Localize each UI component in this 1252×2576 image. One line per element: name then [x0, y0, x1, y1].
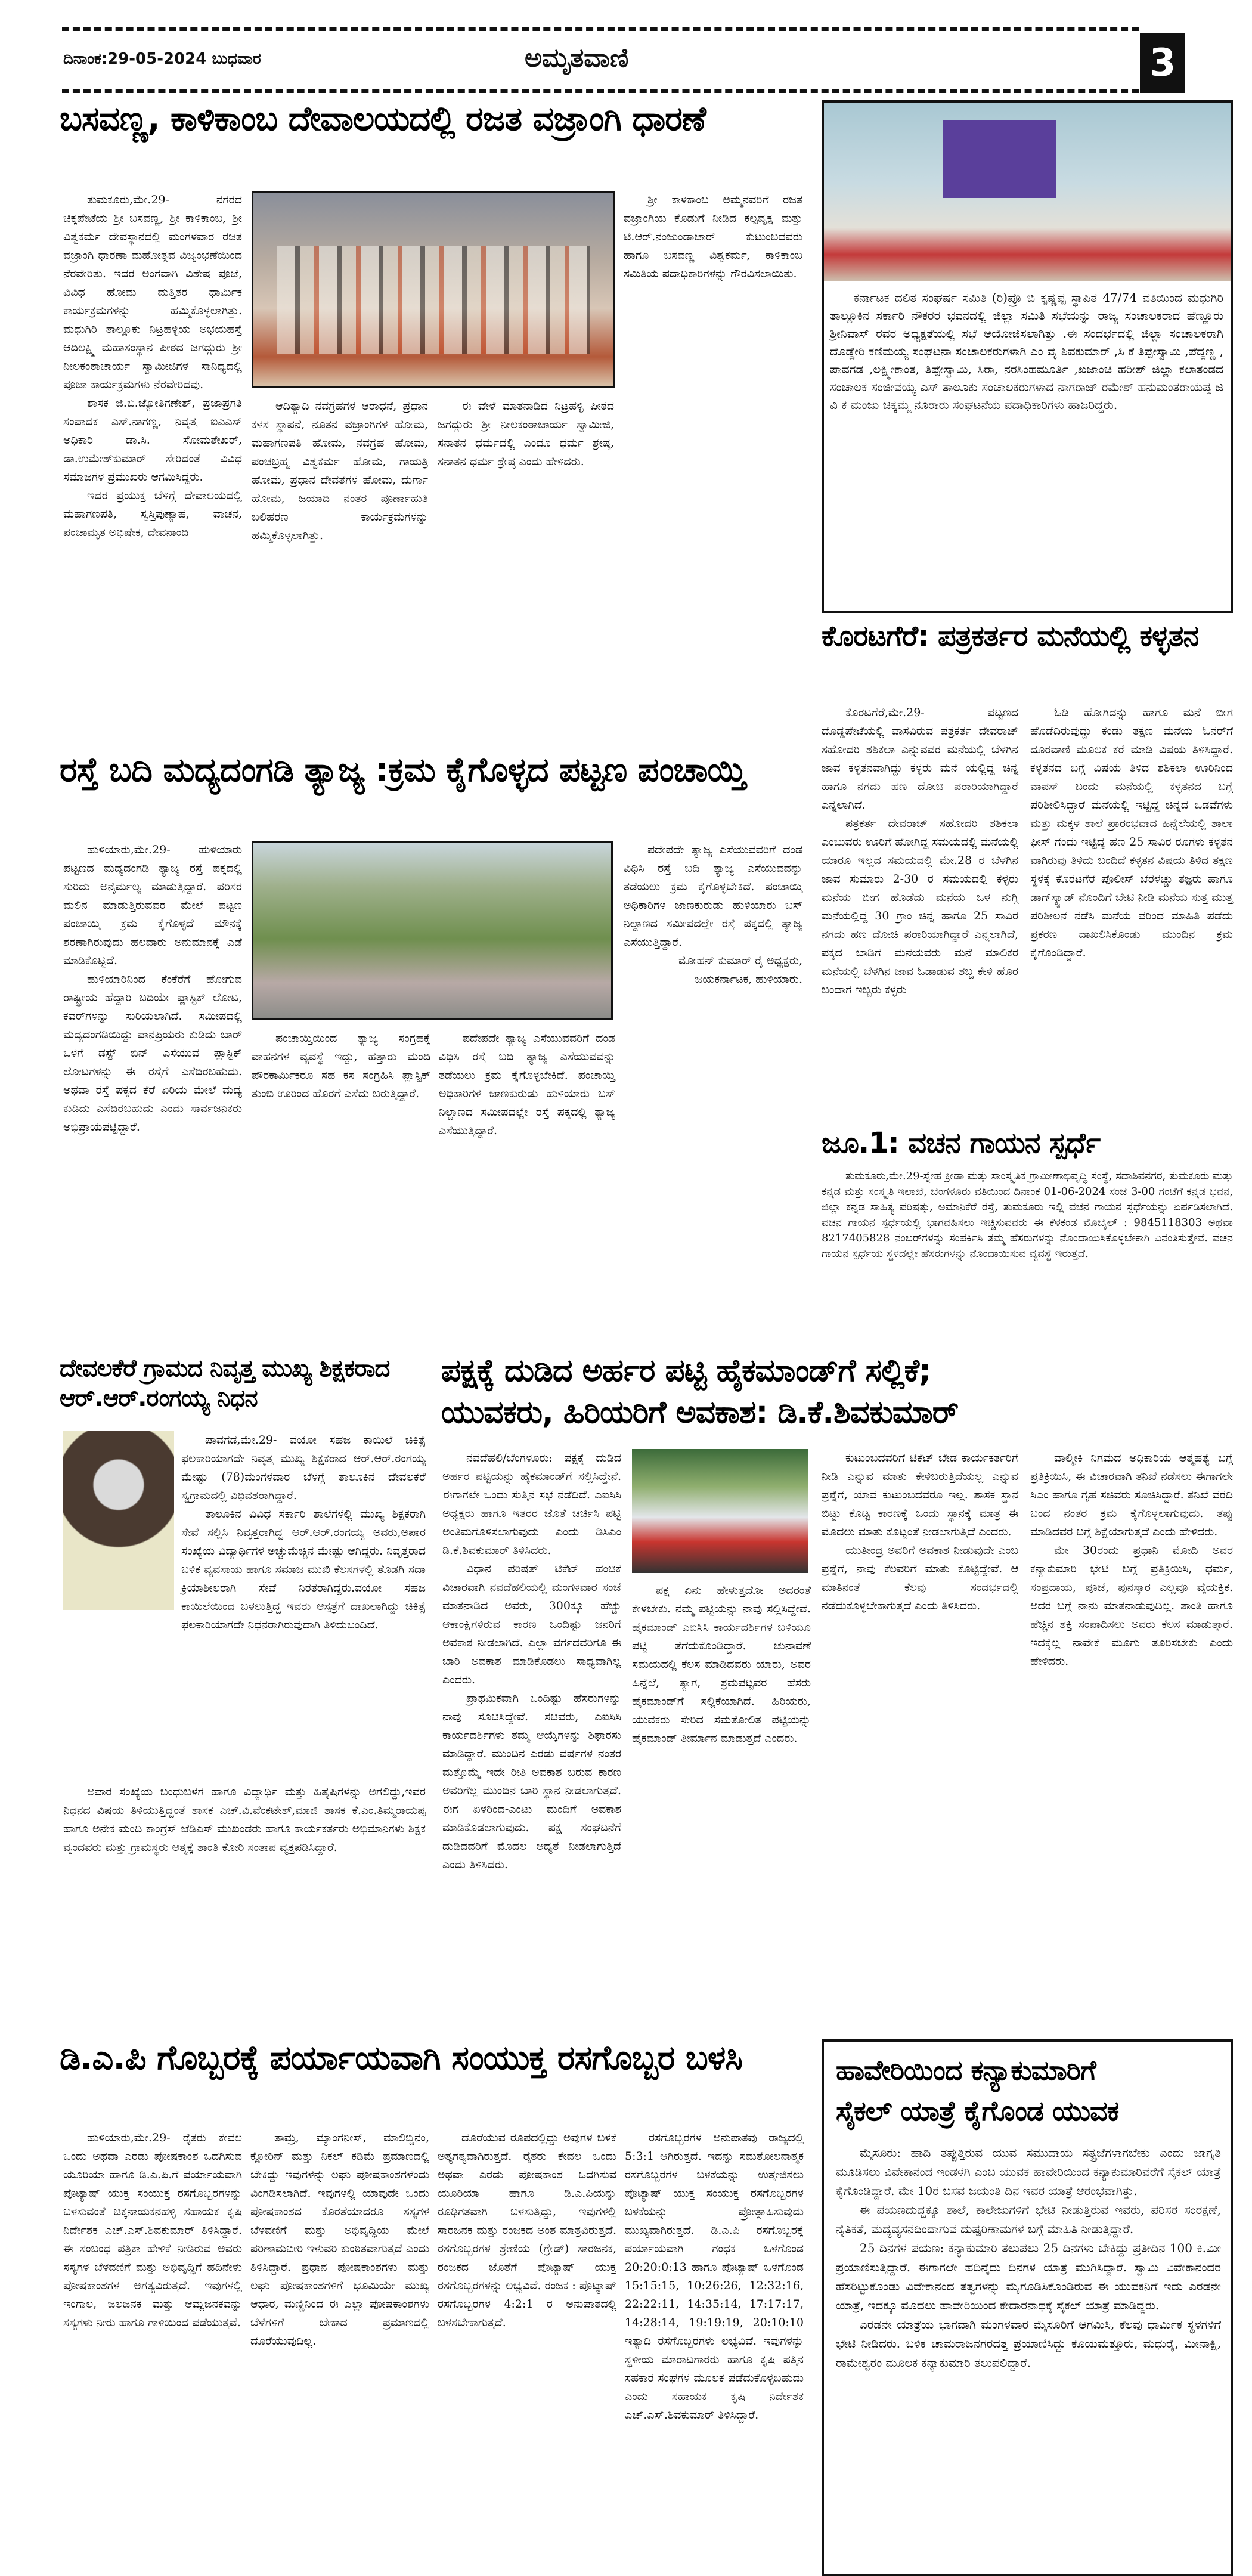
article-fertilizer-col4: ರಸಗೊಬ್ಬರಗಳ ಅನುಪಾತವು ರಾಜ್ಯದಲ್ಲಿ 5:3:1 ಆಗಿರುತ್ತದೆ. ಇದನ್ನು ಸಮತೋಲನಾತ್ಮಕ ರಸಗೊಬ್ಬರಗಳ ಬಳಕೆಯನ್ನು ಉತ್ತೇಜಿಸಲು ಪೊಟ್ಯಾಷ್ ಯುಕ್ತ ಸಂಯುಕ್ತ ರಸಗೊಬ್ಬರಗಳ ಬಳಕೆಯನ್ನು ಪ್ರೋತ್ಸಾಹಿಸುವುದು ಮುಖ್ಯವಾಗಿರುತ್ತದೆ. ಡಿ.ಎ.ಪಿ ರಸಗೊಬ್ಬರಕ್ಕೆ ಪರ್ಯಾಯವಾಗಿ ಗಂಧಕ ಒಳಗೊಂಡ 20:20:0:13 ಹಾಗೂ ಪೊಟ್ಯಾಷ್ ಒಳಗೊಂಡ 15:15:15, 10:26:26, 12:32:16, 22:22:11, 14:35:14, 17:17:17, 14:28:14, 19:19:19, 20:10:10 ಇತ್ಯಾದಿ ರಸಗೊಬ್ಬರಗಳು ಲಭ್ಯವಿವೆ. ಇವುಗಳನ್ನು ಸ್ಥಳೀಯ ಮಾರಾಟಗಾರರು ಹಾಗೂ ಕೃಷಿ ಪತ್ತಿನ ಸಹಕಾರ ಸಂಘಗಳ ಮೂಲಕ ಪಡೆದುಕೊಳ್ಳಬಹುದು ಎಂದು ಸಹಾಯಕ ಕೃಷಿ ನಿರ್ದೇಶಕ ಎಚ್.ಎಸ್.ಶಿವಕುಮಾರ್ ತಿಳಿಸಿದ್ದಾರೆ. [625, 2131, 804, 2422]
article-vachana: ತುಮಕೂರು,ಮೇ.29-ಸ್ನೇಹ ಕ್ರೀಡಾ ಮತ್ತು ಸಾಂಸ್ಕೃತಿಕ ಗ್ರಾಮೀಣಾಭಿವೃದ್ಧಿ ಸಂಸ್ಥೆ, ಸದಾಶಿವನಗರ, ತುಮಕೂರು ಮತ್ತು ಕನ್ನಡ ಮತ್ತು ಸಂಸ್ಕೃತಿ ಇಲಾಖೆ, ಬೆಂಗಳೂರು ವತಿಯಿಂದ ದಿನಾಂಕ 01-06-2024 ಸಂಜೆ 3-00 ಗಂಟೆಗೆ ಕನ್ನಡ ಭವನ, ಜಿಲ್ಲಾ ಕನ್ನಡ ಸಾಹಿತ್ಯ ಪರಿಷತ್ತು, ಅಮಾನಿಕೆರೆ ರಸ್ತೆ, ತುಮಕೂರು ಇಲ್ಲಿ ವಚನ ಗಾಯನ ಸ್ಪರ್ಧೆಯನ್ನು ಏರ್ಪಡಿಸಲಾಗಿದೆ. ವಚನ ಗಾಯನ ಸ್ಪರ್ಧೆಯಲ್ಲಿ ಭಾಗವಹಿಸಲು ಇಚ್ಚಿಸುವವರು ಈ ಕೆಳಕಂಡ ಮೊಬೈಲ್ : 9845118303 ಅಥವಾ 8217405828 ನಂಬರ್‌ಗಳನ್ನು ಸಂಪರ್ಕಿಸಿ ತಮ್ಮ ಹೆಸರುಗಳನ್ನು ನೊಂದಾಯಿಸಿಕೊಳ್ಳಬೇಕಾಗಿ ವಿನಂತಿಸುತ್ತೇವೆ. ವಚನ ಗಾಯನ ಸ್ಪರ್ಧೆಯ ಸ್ಥಳದಲ್ಲೇ ಹೆಸರುಗಳನ್ನು ನೊಂದಾಯಿಸುವ ವ್ಯವಸ್ಥೆ ಇರುತ್ತದೆ. [822, 1170, 1233, 1260]
issue-date: ದಿನಾಂಕ:29-05-2024 ಬುಧವಾರ [63, 50, 261, 68]
headline-huliyar: ರಸ್ತೆ ಬದಿ ಮದ್ಯದಂಗಡಿ ತ್ಯಾಜ್ಯ :ಕ್ರಮ ಕೈಗೊಳ್ಳದ ಪಟ್ಟಣ ಪಂಚಾಯ್ತಿ [60, 751, 746, 789]
meeting-photo [824, 103, 1231, 281]
dss-caption: ಕರ್ನಾಟಕ ದಲಿತ ಸಂಘರ್ಷ ಸಮಿತಿ (ರಿ)ಪ್ರೊ ಬಿ ಕೃಷ್ಣಪ್ಪ ಸ್ಥಾಪಿತ 47/74 ವತಿಯಿಂದ ಮಧುಗಿರಿ ತಾಲ್ಲೂಕಿನ ಸರ್ಕಾರಿ ನೌಕರರ ಭವನದಲ್ಲಿ ಜಿಲ್ಲಾ ಸಮಿತಿ ಸಭೆಯನ್ನು ರಾಜ್ಯ ಸಂಚಾಲಕರಾದ ಹೆಣ್ಣೂರು ಶ್ರೀನಿವಾಸ್ ರವರ ಅಧ್ಯಕ್ಷತೆಯಲ್ಲಿ ಸಭೆ ಆಯೋಜಿಸಲಾಗಿತ್ತು .ಈ ಸಂದರ್ಭದಲ್ಲಿ ಜಿಲ್ಲಾ ಸಂಚಾಲಕರಾಗಿ ದೊಡ್ಡೇರಿ ಕಣಿಮಯ್ಯ ಸಂಘಟನಾ ಸಂಚಾಲಕರುಗಳಾಗಿ ಎಂ ವೈ ಶಿವಕುಮಾರ್ ,ಸಿ ಕೆ ತಿಪ್ಪೇಸ್ವಾಮಿ ,ಪೆದ್ದಣ್ಣ , ಪಾವಗಡ ,ಲಕ್ಷ್ಮೀಕಾಂತ, ತಿಪ್ಪೇಸ್ವಾಮಿ, ಸಿರಾ, ನರಸಿಂಹಮೂರ್ತಿ ,ಖಜಾಂಚಿ ಹರೀಶ್ ಜಿಲ್ಲಾ ಕಲಾತಂಡದ ಸಂಚಾಲಕ ಸಂಜೀವಯ್ಯ ಎಸ್ ತಾಲೂಕು ಸಂಚಾಲಕರುಗಳಾದ ನಾಗರಾಜ್ ರಮೇಶ್ ಹನುಮಂತರಾಯಪ್ಪ ಜಿ ವಿ ಕ ಮಂಜು ಚಿಕ್ಕಮ್ಮ ನೂರಾರು ಸಂಘಟನೆಯ ಪದಾಧಿಕಾರಿಗಳು ಹಾಜರಿದ್ದರು. [830, 290, 1223, 412]
headline-cycle-line1: ಹಾವೇರಿಯಿಂದ ಕನ್ಯಾಕುಮಾರಿಗೆ [836, 2054, 1096, 2086]
article-huliyar-col1: ಹುಳಿಯಾರು,ಮೇ.29- ಹುಳಿಯಾರು ಪಟ್ಟಣದ ಮದ್ಯದಂಗಡಿ ತ್ಯಾಜ್ಯ ರಸ್ತೆ ಪಕ್ಕದಲ್ಲಿ ಸುರಿದು ಅನೈರ್ಮಲ್ಯ ಮಾಡುತ್ತಿದ್ದಾರೆ. ಪರಿಸರ ಮಲಿನ ಮಾಡುತ್ತಿರುವವರ ಮೇಲೆ ಪಟ್ಟಣ ಪಂಚಾಯ್ತಿ ಕ್ರಮ ಕೈಗೊಳ್ಳದೆ ಮೌನಕ್ಕೆ ಶರಣಾಗಿರುವುದು ಹಲವಾರು ಅನುಮಾನಕ್ಕೆ ಎಡೆ ಮಾಡಿಕೊಟ್ಟಿದೆ. ಹುಳಿಯಾರಿನಿಂದ ಕೆಂಕೆರೆಗೆ ಹೋಗುವ ರಾಷ್ಟ್ರೀಯ ಹೆದ್ದಾರಿ ಬದಿಯೇ ಪ್ಲಾಸ್ಟಿಕ್ ಲೋಟ, ಕವರ್‌ಗಳನ್ನು ಸುರಿಯಲಾಗಿದೆ. ಸಮೀಪದಲ್ಲಿ ಮದ್ಯದಂಗಡಿಯಿದ್ದು ಪಾನಪ್ರಿಯರು ಕುಡಿದು ಬಾರ್ ಒಳಗೆ ಡಸ್ಟ್ ಬಿನ್ ಎಸೆಯುವ ಪ್ಲಾಸ್ಟಿಕ್ ಲೋಟಗಳನ್ನು ಈ ರಸ್ತೆಗೆ ಎಸೆದಿರಬಹುದು. ಅಥವಾ ರಸ್ತೆ ಪಕ್ಕದ ಕೆರೆ ಏರಿಯ ಮೇಲೆ ಮದ್ಯ ಕುಡಿದು ಎಸೆದಿರಬಹುದು ಎಂದು ಸಾರ್ವಜನಿಕರು ಅಭಿಪ್ರಾಯಪಟ್ಟಿದ್ದಾರೆ. [63, 843, 242, 1134]
article-fertilizer-col2: ತಾಮ್ರ, ಮ್ಯಾಂಗನೀಸ್, ಮಾಲಿಬ್ಡಿನಂ, ಕ್ಲೋರಿನ್ ಮತ್ತು ನಿಕಲ್ ಕಡಿಮೆ ಪ್ರಮಾಣದಲ್ಲಿ ಬೇಕಿದ್ದು ಇವುಗಳನ್ನು ಲಘು ಪೋಷಕಾಂಶಗಳೆಂದು ವಿಂಗಡಿಸಲಾಗಿದೆ. ಇವುಗಳಲ್ಲಿ ಯಾವುದೇ ಒಂದು ಪೋಷಕಾಂಶದ ಕೊರತೆಯಾದರೂ ಸಸ್ಯಗಳ ಬೆಳವಣಿಗೆ ಮತ್ತು ಅಭಿವೃದ್ಧಿಯ ಮೇಲೆ ಪರಿಣಾಮಬೀರಿ ಇಳುವರಿ ಕುಂಠಿತವಾಗುತ್ತದೆ ಎಂದು ತಿಳಿಸಿದ್ದಾರೆ. ಪ್ರಧಾನ ಪೋಷಕಾಂಶಗಳು ಮತ್ತು ಲಘು ಪೋಷಕಾಂಶಗಳಿಗೆ ಭೂಮಿಯೇ ಮುಖ್ಯ ಆಧಾರ, ಮಣ್ಣಿನಿಂದ ಈ ಎಲ್ಲಾ ಪೋಷಕಾಂಶಗಳು ಬೆಳೆಗಳಿಗೆ ಬೇಕಾದ ಪ್ರಮಾಣದಲ್ಲಿ ದೊರೆಯುವುದಿಲ್ಲ. [250, 2131, 429, 2348]
article-cycle-body: ಮೈಸೂರು: ಹಾದಿ ತಪ್ಪುತ್ತಿರುವ ಯುವ ಸಮುದಾಯ ಸತ್ಪ್ರಜೆಗಳಾಗಬೇಕು ಎಂದು ಜಾಗೃತಿ ಮೂಡಿಸಲು ವಿವೇಕಾನಂದ ಇಂಡಳಗಿ ಎಂಬ ಯುವಕ ಹಾವೇರಿಯಿಂದ ಕನ್ಯಾಕುಮಾರಿವರೆಗೆ ಸೈಕಲ್ ಯಾತ್ರೆ ಕೈಗೊಂಡಿದ್ದಾರೆ. ಮೇ 10ರ ಬಸವ ಜಯಂತಿ ದಿನ ಇವರ ಯಾತ್ರೆ ಆರಂಭವಾಗಿತ್ತು. ಈ ಪಯಣದುದ್ದಕ್ಕೂ ಶಾಲೆ, ಕಾಲೇಜುಗಳಿಗೆ ಭೇಟಿ ನೀಡುತ್ತಿರುವ ಇವರು, ಪರಿಸರ ಸಂರಕ್ಷಣೆ, ನೈತಿಕತೆ, ಮದ್ಯವ್ಯಸನದಿಂದಾಗುವ ದುಷ್ಪರಿಣಾಮಗಳ ಬಗ್ಗೆ ಮಾಹಿತಿ ನೀಡುತ್ತಿದ್ದಾರೆ. 25 ದಿನಗಳ ಪಯಣ: ಕನ್ಯಾಕುಮಾರಿ ತಲುಪಲು 25 ದಿನಗಳು ಬೇಕಿದ್ದು ಪ್ರತೀದಿನ 100 ಕಿ.ಮೀ ಪ್ರಯಾಣಿಸುತ್ತಿದ್ದಾರೆ. ಈಗಾಗಲೇ ಹದಿನೈದು ದಿನಗಳ ಯಾತ್ರೆ ಮುಗಿಸಿದ್ದಾರೆ. ಸ್ವಾಮಿ ವಿವೇಕಾನಂದರ ಹೆಸರಿಟ್ಟುಕೊಂಡು ವಿವೇಕಾನಂದ ತತ್ವಗಳನ್ನು ಮೈಗೂಡಿಸಿಕೊಂಡಿರುವ ಈ ಯುವಕನಿಗೆ ಇದು ಎರಡನೇ ಯಾತ್ರೆ, ಇದಕ್ಕೂ ಮೊದಲು ಹಾವೇರಿಯಿಂದ ಕೇದಾರನಾಥಕ್ಕೆ ಸೈಕಲ್ ಯಾತ್ರೆ ಮಾಡಿದ್ದರು. ಎರಡನೇ ಯಾತ್ರೆಯ ಭಾಗವಾಗಿ ಮಂಗಳವಾರ ಮೈಸೂರಿಗೆ ಆಗಮಿಸಿ, ಕೆಲವು ಧಾರ್ಮಿಕ ಸ್ಥಳಗಳಿಗೆ ಭೇಟಿ ನೀಡಿದರು. ಬಳಿಕ ಚಾಮರಾಜನಗರದತ್ತ ಪ್ರಯಾಣಿಸಿದ್ದು ಕೊಯಮತ್ತೂರು, ಮಧುರೈ, ಮೀನಾಕ್ಷಿ, ರಾಮೇಶ್ವರಂ ಮೂಲಕ ಕನ್ಯಾಕುಮಾರಿ ತಲುಪಲಿದ್ದಾರೆ. [836, 2145, 1221, 2370]
article-dks-col4: ವಾಲ್ಮೀಕಿ ನಿಗಮದ ಅಧಿಕಾರಿಯ ಆತ್ಮಹತ್ಯೆ ಬಗ್ಗೆ ಪ್ರತಿಕ್ರಿಯಿಸಿ, ಈ ವಿಚಾರವಾಗಿ ತನಿಖೆ ನಡೆಸಲು ಈಗಾಗಲೇ ಸಿಎಂ ಹಾಗೂ ಗೃಹ ಸಚಿವರು ಸೂಚಿಸಿದ್ದಾರೆ. ತನಿಖೆ ವರದಿ ಬಂದ ನಂತರ ಕ್ರಮ ಕೈಗೊಳ್ಳಲಾಗುವುದು. ತಪ್ಪು ಮಾಡಿದವರ ಬಗ್ಗೆ ಶಿಕ್ಷೆಯಾಗುತ್ತದೆ ಎಂದು ಹೇಳಿದರು. ಮೇ 30ರಂದು ಪ್ರಧಾನಿ ಮೋದಿ ಅವರ ಕನ್ಯಾಕುಮಾರಿ ಭೇಟಿ ಬಗ್ಗೆ ಪ್ರತಿಕ್ರಿಯಿಸಿ, ಧರ್ಮ, ಸಂಪ್ರದಾಯ, ಪೂಜೆ, ಪುನಸ್ಕಾರ ಎಲ್ಲವೂ ವೈಯಕ್ತಿಕ. ಅದರ ಬಗ್ಗೆ ನಾನು ಮಾತನಾಡುವುದಿಲ್ಲ. ಶಾಂತಿ ಹಾಗೂ ಹೆಚ್ಚಿನ ಶಕ್ತಿ ಸಂಪಾದಿಸಲು ಅವರು ಕೆಲಸ ಮಾಡುತ್ತಾರೆ. ಇದಕ್ಕೆಲ್ಲ ನಾವೇಕೆ ಮೂಗು ತೂರಿಸಬೇಕು ಎಂದು ಹೇಳಿದರು. [1030, 1451, 1233, 1668]
headline-basavanna: ಬಸವಣ್ಣ, ಕಾಳಿಕಾಂಬ ದೇವಾಲಯದಲ್ಲಿ ರಜತ ವಜ್ರಾಂಗಿ ಧಾರಣೆ [60, 100, 706, 138]
portrait-photo [63, 1431, 174, 1610]
article-obituary-col2: ಅಪಾರ ಸಂಖ್ಯೆಯ ಬಂಧುಬಳಗ ಹಾಗೂ ವಿದ್ಯಾರ್ಥಿ ಮತ್ತು ಹಿತೈಷಿಗಳನ್ನು ಅಗಲಿದ್ದು,ಇವರ ನಿಧನದ ವಿಷಯ ತಿಳಿಯುತ್ತಿದ್ದಂತೆ ಶಾಸಕ ಎಚ್.ವಿ.ವೆಂಕಟೇಶ್,ಮಾಜಿ ಶಾಸಕ ಕೆ.ಎಂ.ತಿಮ್ಮರಾಯಪ್ಪ ಹಾಗೂ ಅನೇಕ ಮಂದಿ ಕಾಂಗ್ರೆಸ್ ಜೆಡಿಎಸ್ ಮುಖಂಡರು ಹಾಗೂ ಕಾರ್ಯಕರ್ತರು ಅಭಿಮಾನಿಗಳು ಶಿಕ್ಷಕ ವೃಂದವರು ಮತ್ತು ಗ್ರಾಮಸ್ಥರು ಆತ್ಮಕ್ಕೆ ಶಾಂತಿ ಕೋರಿ ಸಂತಾಪ ವ್ಯಕ್ತಪಡಿಸಿದ್ದಾರೆ. [63, 1785, 426, 1854]
article-dks-col3: ಕುಟುಂಬದವರಿಗೆ ಟಿಕೆಟ್ ಬೇಡ ಕಾರ್ಯಕರ್ತರಿಗೆ ನೀಡಿ ಎನ್ನುವ ಮಾತು ಕೇಳಿಬರುತ್ತಿದೆಯಲ್ಲ ಎನ್ನುವ ಪ್ರಶ್ನೆಗೆ, ಯಾವ ಕುಟುಂಬದವರೂ ಇಲ್ಲ. ಶಾಸಕ ಸ್ಥಾನ ಬಿಟ್ಟು ಕೊಟ್ಟ ಕಾರಣಕ್ಕೆ ಒಂದು ಸ್ಥಾನಕ್ಕೆ ಮಾತ್ರ ಈ ಮೊದಲು ಮಾತು ಕೊಟ್ಟಂತೆ ನೀಡಲಾಗುತ್ತಿದೆ ಎಂದರು. ಯುತೀಂದ್ರ ಅವರಿಗೆ ಅವಕಾಶ ನೀಡುವುದೇ ಎಂಬ ಪ್ರಶ್ನೆಗೆ, ನಾವು ಕೆಲವರಿಗೆ ಮಾತು ಕೊಟ್ಟಿದ್ದೇವೆ. ಆ ಮಾತಿನಂತೆ ಕೆಲವು ಸಂದರ್ಭದಲ್ಲಿ ನಡೆದುಕೊಳ್ಳಬೇಕಾಗುತ್ತದೆ ಎಂದು ತಿಳಿಸಿದರು. [822, 1451, 1018, 1612]
masthead-top-rule [62, 27, 1139, 31]
page-number: 3 [1140, 33, 1185, 93]
headline-dks-line1: ಪಕ್ಷಕ್ಕೆ ದುಡಿದ ಅರ್ಹರ ಪಟ್ಟಿ ಹೈಕಮಾಂಡ್‌ಗೆ ಸಲ್ಲಿಕೆ; [441, 1353, 931, 1389]
dss-meeting-box [822, 100, 1233, 613]
headline-fertilizer: ಡಿ.ಎ.ಪಿ ಗೊಬ್ಬರಕ್ಕೆ ಪರ್ಯಾಯವಾಗಿ ಸಂಯುಕ್ತ ರಸಗೊಬ್ಬರ ಬಳಸಿ [60, 2039, 742, 2077]
article-basavanna-col4: ಶ್ರೀ ಕಾಳಿಕಾಂಬ ಅಮ್ಮನವರಿಗೆ ರಜತ ವಜ್ರಾಂಗಿಯ ಕೊಡುಗೆ ನೀಡಿದ ಕಲ್ಪವೃಕ್ಷ ಮತ್ತು ಟಿ.ಆರ್.ನಂಜುಂಡಾಚಾರ್ ಕುಟುಂಬದವರು ಹಾಗೂ ಬಸವಣ್ಣ ವಿಶ್ವಕರ್ಮ, ಕಾಳಿಕಾಂಬ ಸಮಿತಿಯ ಪದಾಧಿಕಾರಿಗಳನ್ನು ಗೌರವಿಸಲಾಯಿತು. [624, 193, 802, 280]
masthead-bottom-rule [62, 89, 1139, 93]
headline-cycle-line2: ಸೈಕಲ್ ಯಾತ್ರೆ ಕೈಗೊಂಡ ಯುವಕ [836, 2095, 1119, 2127]
article-dks-col1: ನವದೆಹಲಿ/ಬೆಂಗಳೂರು: ಪಕ್ಷಕ್ಕೆ ದುಡಿದ ಅರ್ಹರ ಪಟ್ಟಿಯನ್ನು ಹೈಕಮಾಂಡ್‌ಗೆ ಸಲ್ಲಿಸಿದ್ದೇನೆ. ಈಗಾಗಲೇ ಒಂದು ಸುತ್ತಿನ ಸಭೆ ನಡೆದಿದೆ. ಎಐಸಿಸಿ ಅಧ್ಯಕ್ಷರು ಹಾಗೂ ಇತರರ ಜೊತೆ ಚರ್ಚಿಸಿ ಪಟ್ಟಿ ಅಂತಿಮಗೊಳಿಸಲಾಗುವುದು ಎಂದು ಡಿಸಿಎಂ ಡಿ.ಕೆ.ಶಿವಕುಮಾರ್ ತಿಳಿಸಿದರು. ವಿಧಾನ ಪರಿಷತ್ ಟಿಕೆಟ್ ಹಂಚಿಕೆ ವಿಚಾರವಾಗಿ ನವದೆಹಲಿಯಲ್ಲಿ ಮಂಗಳವಾರ ಸಂಜೆ ಮಾತನಾಡಿದ ಅವರು, 300ಕ್ಕೂ ಹೆಚ್ಚು ಆಕಾಂಕ್ಷಿಗಳಿರುವ ಕಾರಣ ಒಂದಿಷ್ಟು ಜನರಿಗೆ ಅವಕಾಶ ನೀಡಲಾಗಿದೆ. ಎಲ್ಲಾ ವರ್ಗದವರಿಗೂ ಈ ಬಾರಿ ಅವಕಾಶ ಮಾಡಿಕೊಡಲು ಸಾಧ್ಯವಾಗಿಲ್ಲ ಎಂದರು. ಪ್ರಾಥಮಿಕವಾಗಿ ಒಂದಿಷ್ಟು ಹೆಸರುಗಳನ್ನು ನಾವು ಸೂಚಿಸಿದ್ದೇವೆ. ಸಚಿವರು, ಎಐಸಿಸಿ ಕಾರ್ಯದರ್ಶಿಗಳು ತಮ್ಮ ಆಯ್ಕೆಗಳನ್ನು ಶಿಫಾರಸು ಮಾಡಿದ್ದಾರೆ. ಮುಂದಿನ ಎರಡು ವರ್ಷಗಳ ನಂತರ ಮತ್ತೊಮ್ಮೆ ಇದೇ ರೀತಿ ಅವಕಾಶ ಬರುವ ಕಾರಣ ಅವರಿಗೆಲ್ಲ ಮುಂದಿನ ಬಾರಿ ಸ್ಥಾನ ನೀಡಲಾಗುತ್ತದೆ. ಈಗ ಏಳರಿಂದ-ಎಂಟು ಮಂದಿಗೆ ಅವಕಾಶ ಮಾಡಿಕೊಡಲಾಗುವುದು. ಪಕ್ಷ ಸಂಘಟನೆಗೆ ದುಡಿದವರಿಗೆ ಮೊದಲ ಆದ್ಯತೆ ನೀಡಲಾಗುತ್ತಿದೆ ಎಂದು ತಿಳಿಸಿದರು. [442, 1451, 621, 1871]
article-fertilizer-col1: ಹುಳಿಯಾರು,ಮೇ.29- ರೈತರು ಕೇವಲ ಒಂದು ಅಥವಾ ಎರಡು ಪೋಷಕಾಂಶ ಒದಗಿಸುವ ಯೂರಿಯಾ ಹಾಗೂ ಡಿ.ಎ.ಪಿ.ಗೆ ಪರ್ಯಾಯವಾಗಿ ಪೊಟ್ಯಾಷ್ ಯುಕ್ತ ಸಂಯುಕ್ತ ರಸಗೊಬ್ಬರಗಳನ್ನು ಬಳಸುವಂತೆ ಚಿಕ್ಕನಾಯಕನಹಳ್ಳಿ ಸಹಾಯಕ ಕೃಷಿ ನಿರ್ದೇಶಕ ಎಚ್.ಎಸ್.ಶಿವಕುಮಾರ್ ತಿಳಿಸಿದ್ದಾರೆ. ಈ ಸಂಬಂಧ ಪತ್ರಿಕಾ ಹೇಳಿಕೆ ನೀಡಿರುವ ಅವರು ಸಸ್ಯಗಳ ಬೆಳವಣಿಗೆ ಮತ್ತು ಅಭಿವೃದ್ಧಿಗೆ ಹದಿನೇಳು ಪೋಷಕಾಂಶಗಳ ಅಗತ್ಯವಿರುತ್ತದೆ. ಇವುಗಳಲ್ಲಿ ಇಂಗಾಲ, ಜಲಜನಕ ಮತ್ತು ಆಮ್ಲಜನಕವನ್ನು ಸಸ್ಯಗಳು ನೀರು ಹಾಗೂ ಗಾಳಿಯಿಂದ ಪಡೆಯುತ್ತವೆ. [63, 2131, 242, 2329]
headline-dks-line2: ಯುವಕರು, ಹಿರಿಯರಿಗೆ ಅವಕಾಶ: ಡಿ.ಕೆ.ಶಿವಕುಮಾರ್ [441, 1395, 959, 1431]
article-dks-col2: ಪಕ್ಷ ಏನು ಹೇಳುತ್ತದೋ ಅದರಂತೆ ಕೇಳಬೇಕು. ನಮ್ಮ ಪಟ್ಟಿಯನ್ನು ನಾವು ಸಲ್ಲಿಸಿದ್ದೇವೆ. ಹೈಕಮಾಂಡ್ ಎಐಸಿಸಿ ಕಾರ್ಯದರ್ಶಿಗಳ ಬಳಿಯೂ ಪಟ್ಟಿ ತೆಗೆದುಕೊಂಡಿದ್ದಾರೆ. ಚುನಾವಣೆ ಸಮಯದಲ್ಲಿ ಕೆಲಸ ಮಾಡಿದವರು ಯಾರು, ಅವರ ಹಿನ್ನೆಲೆ, ತ್ಯಾಗ, ಶ್ರಮಪಟ್ಟವರ ಹೆಸರು ಹೈಕಮಾಂಡ್‌ಗೆ ಸಲ್ಲಿಕೆಯಾಗಿದೆ. ಹಿರಿಯರು, ಯುವಕರು ಸೇರಿದ ಸಮತೋಲಿತ ಪಟ್ಟಿಯನ್ನು ಹೈಕಮಾಂಡ್ ತೀರ್ಮಾನ ಮಾಡುತ್ತದೆ ಎಂದರು. [632, 1584, 811, 1745]
article-basavanna-col1: ತುಮಕೂರು,ಮೇ.29- ನಗರದ ಚಿಕ್ಕಪೇಟೆಯ ಶ್ರೀ ಬಸವಣ್ಣ, ಶ್ರೀ ಕಾಳಿಕಾಂಬ, ಶ್ರೀ ವಿಶ್ವಕರ್ಮ ದೇವಸ್ಥಾನದಲ್ಲಿ ಮಂಗಳವಾರ ರಜತ ವಜ್ರಾಂಗಿ ಧಾರಣಾ ಮಹೋತ್ಸವ ವಿಜೃಂಭಣೆಯಿಂದ ನೆರವೇರಿತು. ಇದರ ಅಂಗವಾಗಿ ವಿಶೇಷ ಪೂಜೆ, ವಿವಿಧ ಹೋಮ ಮತ್ತಿತರ ಧಾರ್ಮಿಕ ಕಾರ್ಯಕ್ರಮಗಳನ್ನು ಹಮ್ಮಿಕೊಳ್ಳಲಾಗಿತ್ತು. ಮಧುಗಿರಿ ತಾಲ್ಲೂಕು ನಿಟ್ರಹಳ್ಳಿಯ ಅಭಯಹಸ್ತೆ ಆದಿಲಕ್ಷ್ಮಿ ಮಹಾಸಂಸ್ಥಾನ ಪೀಠದ ಜಗದ್ಗುರು ಶ್ರೀ ನೀಲಕಂಠಾಚಾರ್ಯ ಸ್ವಾಮೀಜಿಗಳ ಸಾನಿಧ್ಯದಲ್ಲಿ ಪೂಜಾ ಕಾರ್ಯಕ್ರಮಗಳು ನೆರವೇರಿದವು. ಶಾಸಕ ಜಿ.ಬಿ.ಜ್ಯೋತಿಗಣೇಶ್, ಪ್ರಜಾಪ್ರಗತಿ ಸಂಪಾದಕ ಎಸ್.ನಾಗಣ್ಣ, ನಿವೃತ್ತ ಐಎಎಸ್ ಅಧಿಕಾರಿ ಡಾ.ಸಿ. ಸೋಮಶೇಖರ್, ಡಾ.ಉಮೇಶ್‌ಕುಮಾರ್ ಸೇರಿದಂತೆ ವಿವಿಧ ಸಮಾಜಗಳ ಪ್ರಮುಖರು ಆಗಮಿಸಿದ್ದರು. ಇದರ ಪ್ರಯುಕ್ತ ಬೆಳಿಗ್ಗೆ ದೇವಾಲಯದಲ್ಲಿ ಮಹಾಗಣಪತಿ, ಸ್ವಸ್ತಿಪುಣ್ಯಾಹ, ವಾಚನ, ಪಂಚಾಮೃತ ಅಭಿಷೇಕ, ದೇವನಾಂದಿ [63, 193, 242, 539]
article-huliyar-col4: ಪದೇಪದೇ ತ್ಯಾಜ್ಯ ಎಸೆಯುವವರಿಗೆ ದಂಡ ವಿಧಿಸಿ ರಸ್ತೆ ಬದಿ ತ್ಯಾಜ್ಯ ಎಸೆಯುವವನ್ನು ತಡೆಯಲು ಕ್ರಮ ಕೈಗೊಳ್ಳಬೇಕಿದೆ. ಪಂಚಾಯ್ತಿ ಅಧಿಕಾರಿಗಳ ಜಾಣಕುರುಡು ಹುಳಿಯಾರು ಬಸ್ ನಿಲ್ದಾಣದ ಸಮೀಪದಲ್ಲೇ ರಸ್ತೆ ಪಕ್ಕದಲ್ಲಿ ತ್ಯಾಜ್ಯ ಎಸೆಯುತ್ತಿದ್ದಾರೆ. ಮೋಹನ್ ಕುಮಾರ್ ರೈ ಅಧ್ಯಕ್ಷರು, ಜಯಕರ್ನಾಟಕ, ಹುಳಿಯಾರು. [624, 843, 802, 986]
article-fertilizer-col3: ದೊರೆಯುವ ರೂಪದಲ್ಲಿದ್ದು ಅವುಗಳ ಬಳಕೆ ಅತ್ಯಗತ್ಯವಾಗಿರುತ್ತದೆ. ರೈತರು ಕೇವಲ ಒಂದು ಅಥವಾ ಎರಡು ಪೋಷಕಾಂಶ ಒದಗಿಸುವ ಯೂರಿಯಾ ಹಾಗೂ ಡಿ.ಎ.ಪಿಯನ್ನು ರೂಢಿಗತವಾಗಿ ಬಳಸುತ್ತಿದ್ದು, ಇವುಗಳಲ್ಲಿ ಸಾರಜನಕ ಮತ್ತು ರಂಜಕದ ಅಂಶ ಮಾತ್ರವಿರುತ್ತದೆ. ರಸಗೊಬ್ಬರಗಳ ಶ್ರೇಣಿಯ (ಗ್ರೇಡ್) ಸಾರಜನಕ, ರಂಜಕದ ಜೊತೆಗೆ ಪೊಟ್ಯಾಷ್ ಯುಕ್ತ ರಸಗೊಬ್ಬರಗಳನ್ನು ಲಭ್ಯವಿವೆ. ರಂಜಕ : ಪೊಟ್ಯಾಷ್ ರಸಗೊಬ್ಬರಗಳ 4:2:1 ರ ಅನುಪಾತದಲ್ಲಿ ಬಳಸಬೇಕಾಗುತ್ತದೆ. [438, 2131, 616, 2329]
headline-obituary: ದೇವಲಕೆರೆ ಗ್ರಾಮದ ನಿವೃತ್ತ ಮುಖ್ಯ ಶಿಕ್ಷಕರಾದ ಆರ್.ಆರ್.ರಂಗಯ್ಯ ನಿಧನ [60, 1355, 390, 1412]
cycle-yatra-box [822, 2039, 1233, 2576]
article-basavanna-col3: ಈ ವೇಳೆ ಮಾತನಾಡಿದ ನಿಟ್ರಹಳ್ಳಿ ಪೀಠದ ಜಗದ್ಗುರು ಶ್ರೀ ನೀಲಕಂಠಾಚಾರ್ಯ ಸ್ವಾಮೀಜಿ, ಸನಾತನ ಧರ್ಮದಲ್ಲಿ ಎಂದೂ ಧರ್ಮ ಶ್ರೇಷ್ಠ, ಸನಾತನ ಧರ್ಮ ಶ್ರೇಷ್ಠ ಎಂದು ಹೇಳಿದರು. [438, 400, 614, 468]
newspaper-title: ಅಮೃತವಾಣಿ [525, 43, 629, 73]
article-huliyar-col3: ಪದೇಪದೇ ತ್ಯಾಜ್ಯ ಎಸೆಯುವವರಿಗೆ ದಂಡ ವಿಧಿಸಿ ರಸ್ತೆ ಬದಿ ತ್ಯಾಜ್ಯ ಎಸೆಯುವವನ್ನು ತಡೆಯಲು ಕ್ರಮ ಕೈಗೊಳ್ಳಬೇಕಿದೆ. ಪಂಚಾಯ್ತಿ ಅಧಿಕಾರಿಗಳ ಜಾಣಕುರುಡು ಹುಳಿಯಾರು ಬಸ್ ನಿಲ್ದಾಣದ ಸಮೀಪದಲ್ಲೇ ರಸ್ತೆ ಪಕ್ಕದಲ್ಲಿ ತ್ಯಾಜ್ಯ ಎಸೆಯುತ್ತಿದ್ದಾರೆ. [439, 1032, 615, 1137]
temple-ceremony-photo [252, 191, 615, 388]
headline-koratagere: ಕೊರಟಗೆರೆ: ಪತ್ರಕರ್ತರ ಮನೆಯಲ್ಲಿ ಕಳ್ಳತನ [822, 620, 1199, 653]
article-koratagere-col1: ಕೊರಟಗೆರೆ,ಮೇ.29- ಪಟ್ಟಣದ ದೊಡ್ಡಪೇಟೆಯಲ್ಲಿ ವಾಸವಿರುವ ಪತ್ರಕರ್ತ ದೇವರಾಜ್ ಸಹೋದರಿ ಶಶಿಕಲಾ ಎನ್ನುವವರ ಮನೆಯಲ್ಲಿ ಬೆಳಗಿನ ಜಾವ ಕಳ್ಳತನವಾಗಿದ್ದು ಕಳ್ಳರು ಮನೆ ಯಲ್ಲಿದ್ದ ಚಿನ್ನ ಹಾಗೂ ನಗದು ಹಣ ದೋಚಿ ಪರಾರಿಯಾಗಿದ್ದಾರೆ ಎನ್ನಲಾಗಿದೆ. ಪತ್ರಕರ್ತ ದೇವರಾಜ್ ಸಹೋದರಿ ಶಶಿಕಲಾ ಎಂಬುವರು ಊರಿಗೆ ಹೋಗಿದ್ದ ಸಮಯದಲ್ಲಿ ಮನೆಯಲ್ಲಿ ಯಾರೂ ಇಲ್ಲದ ಸಮಯದಲ್ಲಿ ಮೇ.28 ರ ಬೆಳಗಿನ ಜಾವ ಸುಮಾರು 2-30 ರ ಸಮಯದಲ್ಲಿ ಕಳ್ಳರು ಮನೆಯ ಬೀಗ ಹೊಡೆದು ಮನೆಯ ಒಳ ನುಗ್ಗಿ ಮನೆಯಲ್ಲಿದ್ದ 30 ಗ್ರಾಂ ಚಿನ್ನ ಹಾಗೂ 25 ಸಾವಿರ ನಗದು ಹಣ ದೋಚಿ ಪರಾರಿಯಾಗಿದ್ದಾರೆ ಎನ್ನಲಾಗಿದೆ, ಪಕ್ಕದ ಬಾಡಿಗೆ ಮನೆಯವರು ಮನೆ ಮಾಲಿಕರ ಮನೆಯಲ್ಲಿ ಬೆಳಗಿನ ಜಾವ ಓಡಾಡುವ ಶಬ್ದ ಕೇಳಿ ಹೊರ ಬಂದಾಗ ಇಬ್ಬರು ಕಳ್ಳರು [822, 706, 1018, 996]
article-koratagere-col2: ಓಡಿ ಹೋಗಿದನ್ನು ಹಾಗೂ ಮನೆ ಬೀಗ ಹೊಡೆದಿರುವುದ್ದು ಕಂಡು ತಕ್ಷಣ ಮನೆಯ ಓನರ್‌ಗೆ ದೂರವಾಣಿ ಮೂಲಕ ಕರೆ ಮಾಡಿ ವಿಷಯ ತಿಳಿಸಿದ್ದಾರೆ. ಕಳ್ಳತನದ ಬಗ್ಗೆ ವಿಷಯ ತಿಳಿದ ಶಶಿಕಲಾ ಊರಿನಿಂದ ವಾಪಸ್ ಬಂದು ಮನೆಯಲ್ಲಿ ಕಳ್ಳತನದ ಬಗ್ಗೆ ಪರಿಶೀಲಿಸಿದ್ದಾರೆ ಮನೆಯಲ್ಲಿ ಇಟ್ಟಿದ್ದ ಚಿನ್ನದ ಒಡವೆಗಳು ಮತ್ತು ಮಕ್ಕಳ ಶಾಲೆ ಪ್ರಾರಂಭವಾದ ಹಿನ್ನೆಲೆಯಲ್ಲಿ ಶಾಲಾ ಫೀಸ್ ಗೆಂದು ಇಟ್ಟಿದ್ದ ಹಣ 25 ಸಾವಿರ ರೂಗಳು ಕಳ್ಳತನ ವಾಗಿರುವು ತಿಳಿದು ಬಂದಿದೆ ಕಳ್ಳತನ ವಿಷಯ ತಿಳಿದ ತಕ್ಷಣ ಸ್ಥಳಕ್ಕೆ ಕೊರಟಗೆರೆ ಪೊಲೀಸ್ ಬೆರಳಚ್ಚು ತಜ್ಞರು ಹಾಗೂ ಡಾಗ್‌ಸ್ಕ್ವಾಡ್ ನೊಂದಿಗೆ ಬೇಟಿ ನೀಡಿ ಮನೆಯ ಸುತ್ತ ಮುತ್ತ ಪರಿಶೀಲನೆ ನಡೆಸಿ ಮನೆಯ ವರಿಂದ ಮಾಹಿತಿ ಪಡೆದು ಪ್ರಕರಣ ದಾಖಲಿಸಿಕೊಂಡು ಮುಂದಿನ ಕ್ರಮ ಕೈಗೊಂಡಿದ್ದಾರೆ. [1030, 706, 1233, 959]
article-obituary-col1: ಪಾವಗಡ,ಮೇ.29- ವಯೋ ಸಹಜ ಕಾಯಿಲೆ ಚಿಕಿತ್ಸೆ ಫಲಕಾರಿಯಾಗದೇ ನಿವೃತ್ತ ಮುಖ್ಯ ಶಿಕ್ಷಕರಾದ ಆರ್.ಆರ್.ರಂಗಯ್ಯ ಮೇಷ್ಟು (78)ಮಂಗಳವಾರ ಬೆಳಗ್ಗೆ ತಾಲೂಕಿನ ದೇವಲಕೆರೆ ಸ್ವಗ್ರಾಮದಲ್ಲಿ ವಿಧಿವಶರಾಗಿದ್ದಾರೆ. ತಾಲೂಕಿನ ವಿವಿಧ ಸರ್ಕಾರಿ ಶಾಲೆಗಳಲ್ಲಿ ಮುಖ್ಯ ಶಿಕ್ಷಕರಾಗಿ ಸೇವೆ ಸಲ್ಲಿಸಿ ನಿವೃತ್ತರಾಗಿದ್ದ ಆರ್.ಆರ್.ರಂಗಯ್ಯ ಅವರು,ಅಪಾರ ಸಂಖ್ಯೆಯ ವಿದ್ಯಾರ್ಥಿಗಳ ಅಚ್ಚುಮೆಚ್ಚಿನ ಮೇಷ್ಟು ಆಗಿದ್ದರು. ನಿವೃತ್ತರಾದ ಬಳಿಕ ವ್ಯವಸಾಯ ಹಾಗೂ ಸಮಾಜ ಮುಖಿ ಕೆಲಸಗಳಲ್ಲಿ ತೊಡಗಿ ಸದಾ ಕ್ರಿಯಾಶೀಲರಾಗಿ ಸೇವೆ ನಿರತರಾಗಿದ್ದರು.ವಯೋ ಸಹಜ ಕಾಯಿಲೆಯಿಂದ ಬಳಲುತ್ತಿದ್ದ ಇವರು ಆಸ್ಪತ್ರೆಗೆ ದಾಖಲಾಗಿದ್ದು ಚಿಕಿತ್ಸೆ ಫಲಕಾರಿಯಾಗದೇ ನಿಧನರಾಗಿರುವುದಾಗಿ ತಿಳಿದುಬಂದಿದೆ. [181, 1433, 426, 1631]
article-huliyar-col2: ಪಂಚಾಯ್ತಿಯಿಂದ ತ್ಯಾಜ್ಯ ಸಂಗ್ರಹಕ್ಕೆ ವಾಹನಗಳ ವ್ಯವಸ್ಥೆ ಇದ್ದು, ಹತ್ತಾರು ಮಂದಿ ಪೌರಕಾರ್ಮಿಕರೂ ಸಹ ಕಸ ಸಂಗ್ರಹಿಸಿ ಪ್ಲಾಸ್ಟಿಕ್ ತುಂಬಿ ಊರಿಂದ ಹೊರಗೆ ಎಸೆದು ಬರುತ್ತಿದ್ದಾರೆ. [252, 1032, 430, 1100]
roadside-waste-photo [252, 841, 613, 1020]
press-conference-photo [632, 1449, 808, 1573]
article-basavanna-col2: ಆದಿತ್ಯಾದಿ ನವಗ್ರಹಗಳ ಆರಾಧನೆ, ಪ್ರಧಾನ ಕಳಸ ಸ್ಥಾಪನೆ, ನೂತನ ವಜ್ರಾಂಗಿಗಳ ಹೋಮ, ಮಹಾಗಣಪತಿ ಹೋಮ, ನವಗ್ರಹ ಹೋಮ, ಪಂಚಬ್ರಹ್ಮ ವಿಶ್ವಕರ್ಮ ಹೋಮ, ಗಾಯತ್ರಿ ಹೋಮ, ಪ್ರಧಾನ ದೇವತೆಗಳ ಹೋಮ, ದುರ್ಗಾ ಹೋಮ, ಜಯಾದಿ ನಂತರ ಪೂರ್ಣಾಹುತಿ ಬಲಿಹರಣ ಕಾರ್ಯಕ್ರಮಗಳನ್ನು ಹಮ್ಮಿಕೊಳ್ಳಲಾಗಿತ್ತು. [252, 400, 428, 542]
headline-vachana: ಜೂ.1: ವಚನ ಗಾಯನ ಸ್ಪರ್ಧೆ [822, 1126, 1101, 1160]
